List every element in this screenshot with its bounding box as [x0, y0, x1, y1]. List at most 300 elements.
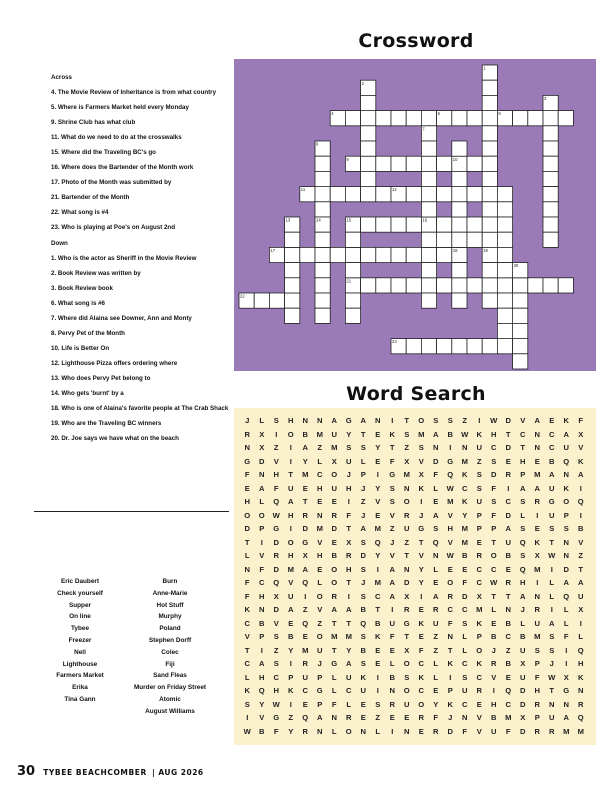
word-search-letter[interactable]: G	[418, 524, 425, 533]
crossword-cell[interactable]	[345, 263, 360, 278]
word-search-letter[interactable]: T	[549, 537, 555, 547]
word-search-letter[interactable]: J	[491, 645, 496, 655]
word-search-letter[interactable]: K	[447, 659, 453, 668]
crossword-cell[interactable]	[467, 339, 482, 354]
crossword-cell[interactable]	[437, 217, 452, 232]
word-search-letter[interactable]: N	[259, 605, 265, 614]
word-search-letter[interactable]: E	[375, 510, 381, 520]
word-search-letter[interactable]: A	[578, 470, 584, 479]
word-search-letter[interactable]: K	[462, 470, 468, 479]
word-search-letter[interactable]: E	[404, 713, 410, 722]
crossword-cell[interactable]	[467, 232, 482, 247]
word-search-letter[interactable]: S	[389, 483, 395, 493]
word-search-letter[interactable]: H	[346, 564, 352, 574]
word-search-letter[interactable]: I	[550, 564, 553, 574]
word-search-letter[interactable]: C	[505, 699, 511, 709]
crossword-cell[interactable]	[421, 202, 436, 217]
word-search-letter[interactable]: N	[259, 470, 265, 479]
word-search-letter[interactable]: N	[433, 443, 439, 452]
word-search-letter[interactable]: S	[404, 429, 410, 439]
crossword-cell[interactable]	[513, 111, 528, 126]
word-search-letter[interactable]: H	[346, 483, 352, 493]
crossword-cell[interactable]	[361, 111, 376, 126]
word-search-letter[interactable]: K	[563, 483, 569, 493]
word-search-letter[interactable]: N	[534, 443, 540, 452]
word-search-letter[interactable]: D	[302, 524, 308, 533]
word-search-letter[interactable]: V	[288, 578, 294, 587]
word-search-letter[interactable]: S	[433, 524, 439, 533]
word-search-letter[interactable]: O	[418, 699, 425, 709]
word-search-letter[interactable]: X	[302, 551, 308, 560]
crossword-cell[interactable]	[482, 278, 497, 293]
word-search-letter[interactable]: X	[520, 713, 526, 722]
word-search-letter[interactable]: G	[403, 618, 410, 628]
crossword-cell[interactable]	[513, 354, 528, 369]
word-search-letter[interactable]: T	[244, 645, 250, 655]
word-search-letter[interactable]: V	[578, 537, 584, 547]
word-search-letter[interactable]: E	[331, 537, 337, 547]
word-search-letter[interactable]: E	[491, 618, 497, 628]
word-search-letter[interactable]: W	[548, 672, 556, 682]
word-search-letter[interactable]: A	[360, 416, 366, 425]
word-search-letter[interactable]: E	[375, 645, 381, 655]
word-search-letter[interactable]: L	[331, 726, 337, 736]
word-search-letter[interactable]: N	[563, 470, 569, 479]
word-search-letter[interactable]: R	[534, 726, 540, 736]
word-search-letter[interactable]: L	[331, 686, 337, 695]
word-search-letter[interactable]: X	[404, 456, 410, 466]
crossword-cell[interactable]	[285, 247, 300, 262]
word-search-letter[interactable]: W	[243, 726, 251, 736]
crossword-cell[interactable]	[406, 278, 421, 293]
crossword-cell[interactable]	[452, 293, 467, 308]
word-search-letter[interactable]: C	[244, 659, 250, 668]
word-search-letter[interactable]: N	[462, 443, 468, 452]
word-search-letter[interactable]: D	[244, 524, 250, 533]
crossword-cell[interactable]	[482, 217, 497, 232]
word-search-letter[interactable]: C	[491, 564, 497, 574]
word-search-letter[interactable]: S	[520, 551, 526, 560]
word-search-letter[interactable]: F	[273, 483, 279, 493]
word-search-letter[interactable]: O	[563, 497, 570, 506]
word-search-letter[interactable]: K	[418, 618, 424, 628]
word-search-letter[interactable]: Q	[302, 713, 309, 722]
word-search-letter[interactable]: N	[389, 686, 395, 695]
word-search-letter[interactable]: B	[505, 551, 511, 560]
word-search-letter[interactable]: R	[346, 551, 352, 560]
word-search-letter[interactable]: P	[476, 510, 482, 520]
word-search-letter[interactable]: T	[331, 645, 337, 655]
crossword-cell[interactable]	[345, 308, 360, 323]
word-search-letter[interactable]: A	[433, 591, 439, 601]
word-search-letter[interactable]: C	[302, 686, 308, 695]
word-search-letter[interactable]: W	[272, 510, 280, 520]
word-search-letter[interactable]: M	[331, 632, 338, 641]
word-search-letter[interactable]: I	[449, 672, 452, 682]
word-search-letter[interactable]: G	[244, 456, 251, 466]
word-search-letter[interactable]: V	[418, 551, 424, 560]
word-search-letter[interactable]: E	[433, 686, 439, 695]
crossword-cell[interactable]	[482, 263, 497, 278]
crossword-cell[interactable]	[345, 293, 360, 308]
word-search-letter[interactable]: K	[244, 605, 250, 614]
word-search-letter[interactable]: E	[534, 456, 540, 466]
word-search-letter[interactable]: M	[287, 564, 294, 574]
word-search-letter[interactable]: Q	[432, 537, 439, 547]
word-search-letter[interactable]: Y	[418, 564, 424, 574]
crossword-cell[interactable]	[452, 217, 467, 232]
word-search-letter[interactable]: U	[433, 618, 439, 628]
word-search-letter[interactable]: K	[578, 672, 584, 682]
word-search-letter[interactable]: J	[361, 578, 366, 587]
word-search-letter[interactable]: U	[491, 726, 497, 736]
word-search-letter[interactable]: S	[360, 564, 366, 574]
word-search-letter[interactable]: V	[317, 537, 323, 547]
word-search-letter[interactable]: B	[360, 645, 366, 655]
word-search-letter[interactable]: E	[244, 483, 250, 493]
word-search-letter[interactable]: S	[476, 483, 482, 493]
word-search-letter[interactable]: C	[476, 672, 482, 682]
word-search-letter[interactable]: K	[476, 429, 482, 439]
word-search-letter[interactable]: C	[462, 699, 468, 709]
crossword-cell[interactable]	[482, 111, 497, 126]
word-search-letter[interactable]: A	[346, 605, 352, 614]
crossword-cell[interactable]	[421, 232, 436, 247]
word-search-letter[interactable]: D	[563, 564, 569, 574]
word-search-letter[interactable]: T	[360, 429, 366, 439]
crossword-cell[interactable]	[543, 171, 558, 186]
word-search-letter[interactable]: X	[418, 470, 424, 479]
word-search-letter[interactable]: M	[563, 726, 570, 736]
word-search-letter[interactable]: J	[317, 659, 322, 668]
word-search-letter[interactable]: X	[578, 429, 584, 439]
word-search-letter[interactable]: C	[346, 686, 352, 695]
word-search-letter[interactable]: Q	[563, 456, 570, 466]
word-search-letter[interactable]: V	[578, 443, 584, 452]
word-search-letter[interactable]: Z	[462, 416, 468, 425]
word-search-letter[interactable]: A	[433, 510, 439, 520]
word-search-letter[interactable]: H	[578, 659, 584, 668]
crossword-cell[interactable]	[452, 141, 467, 156]
word-search-letter[interactable]: X	[259, 443, 265, 452]
word-search-letter[interactable]: K	[476, 618, 482, 628]
crossword-cell[interactable]	[452, 278, 467, 293]
word-search-letter[interactable]: N	[317, 510, 323, 520]
crossword-cell[interactable]	[497, 247, 512, 262]
word-search-letter[interactable]: N	[534, 429, 540, 439]
crossword-cell[interactable]	[315, 202, 330, 217]
crossword-cell[interactable]	[497, 202, 512, 217]
word-search-letter[interactable]: E	[433, 578, 439, 587]
word-search-letter[interactable]: E	[505, 456, 511, 466]
word-search-letter[interactable]: R	[418, 713, 424, 722]
word-search-letter[interactable]: Z	[375, 713, 381, 722]
word-search-letter[interactable]: R	[273, 551, 279, 560]
word-search-letter[interactable]: D	[273, 564, 279, 574]
word-search-letter[interactable]: N	[404, 726, 410, 736]
crossword-cell[interactable]	[467, 217, 482, 232]
word-search-letter[interactable]: I	[420, 591, 423, 601]
word-search-letter[interactable]: Z	[404, 443, 410, 452]
word-search-letter[interactable]: F	[578, 416, 584, 425]
crossword-cell[interactable]	[513, 339, 528, 354]
word-search-letter[interactable]: U	[520, 645, 526, 655]
word-search-letter[interactable]: Z	[433, 645, 439, 655]
word-search-letter[interactable]: C	[317, 470, 323, 479]
word-search-letter[interactable]: O	[287, 537, 294, 547]
word-search-letter[interactable]: I	[550, 605, 553, 614]
word-search-letter[interactable]: F	[563, 632, 569, 641]
word-search-letter[interactable]: B	[259, 726, 265, 736]
word-search-letter[interactable]: U	[331, 429, 337, 439]
word-search-letter[interactable]: T	[288, 470, 294, 479]
word-search-letter[interactable]: Y	[346, 645, 352, 655]
word-search-letter[interactable]: O	[331, 578, 338, 587]
word-search-letter[interactable]: Y	[375, 483, 381, 493]
word-search-letter[interactable]: C	[462, 605, 468, 614]
word-search-letter[interactable]: T	[302, 497, 308, 506]
word-search-letter[interactable]: F	[505, 726, 511, 736]
word-search-letter[interactable]: L	[491, 605, 497, 614]
word-search-letter[interactable]: S	[244, 699, 250, 709]
crossword-cell[interactable]	[513, 278, 528, 293]
crossword-cell[interactable]	[421, 247, 436, 262]
word-search-letter[interactable]: I	[260, 645, 263, 655]
word-search-letter[interactable]: E	[433, 497, 439, 506]
word-search-letter[interactable]: B	[520, 632, 526, 641]
word-search-letter[interactable]: F	[462, 726, 468, 736]
word-search-letter[interactable]: P	[491, 524, 497, 533]
word-search-letter[interactable]: C	[476, 564, 482, 574]
crossword-cell[interactable]	[345, 232, 360, 247]
word-search-letter[interactable]: Z	[317, 618, 323, 628]
word-search-letter[interactable]: N	[302, 416, 308, 425]
word-search-letter[interactable]: I	[579, 510, 582, 520]
word-search-letter[interactable]: E	[375, 456, 381, 466]
word-search-letter[interactable]: A	[578, 578, 584, 587]
word-search-letter[interactable]: T	[447, 645, 453, 655]
word-search-letter[interactable]: T	[491, 537, 497, 547]
word-search-letter[interactable]: V	[389, 551, 395, 560]
word-search-letter[interactable]: A	[549, 618, 555, 628]
word-search-letter[interactable]: I	[391, 605, 394, 614]
word-search-letter[interactable]: E	[418, 726, 424, 736]
word-search-letter[interactable]: N	[244, 443, 250, 452]
word-search-letter[interactable]: B	[491, 713, 497, 722]
word-search-letter[interactable]: A	[259, 659, 265, 668]
word-search-letter[interactable]: A	[302, 564, 308, 574]
word-search-letter[interactable]: Q	[577, 645, 584, 655]
word-search-letter[interactable]: L	[389, 659, 395, 668]
crossword-cell[interactable]	[421, 187, 436, 202]
word-search-letter[interactable]: L	[375, 726, 381, 736]
word-search-letter[interactable]: E	[534, 524, 540, 533]
word-search-letter[interactable]: B	[331, 551, 337, 560]
word-search-letter[interactable]: P	[476, 524, 482, 533]
word-search-letter[interactable]: W	[490, 578, 498, 587]
crossword-cell[interactable]	[376, 111, 391, 126]
crossword-cell[interactable]	[467, 111, 482, 126]
word-search-letter[interactable]: M	[418, 429, 425, 439]
crossword-cell[interactable]	[406, 111, 421, 126]
word-search-letter[interactable]: L	[462, 632, 468, 641]
word-search-letter[interactable]: S	[563, 524, 569, 533]
word-search-letter[interactable]: W	[548, 551, 556, 560]
word-search-letter[interactable]: H	[244, 497, 250, 506]
word-search-letter[interactable]: I	[289, 699, 292, 709]
word-search-letter[interactable]: H	[288, 551, 294, 560]
crossword-cell[interactable]	[391, 278, 406, 293]
crossword-cell[interactable]	[361, 187, 376, 202]
word-search-letter[interactable]: T	[331, 618, 337, 628]
word-search-letter[interactable]: J	[245, 416, 250, 425]
word-search-letter[interactable]: N	[447, 632, 453, 641]
word-search-letter[interactable]: I	[391, 726, 394, 736]
word-search-letter[interactable]: T	[520, 443, 526, 452]
word-search-letter[interactable]: V	[447, 510, 453, 520]
word-search-letter[interactable]: L	[244, 551, 250, 560]
word-search-letter[interactable]: R	[491, 659, 497, 668]
word-search-letter[interactable]: E	[462, 564, 468, 574]
word-search-letter[interactable]: A	[549, 470, 555, 479]
crossword-cell[interactable]	[406, 187, 421, 202]
word-search-letter[interactable]: C	[462, 659, 468, 668]
word-search-letter[interactable]: A	[288, 497, 294, 506]
word-search-letter[interactable]: U	[346, 672, 352, 682]
word-search-letter[interactable]: F	[273, 726, 279, 736]
word-search-letter[interactable]: E	[317, 564, 323, 574]
word-search-letter[interactable]: I	[376, 470, 379, 479]
word-search-letter[interactable]: Z	[273, 443, 279, 452]
crossword-cell[interactable]	[345, 187, 360, 202]
crossword-cell[interactable]	[558, 111, 573, 126]
word-search-letter[interactable]: O	[287, 429, 294, 439]
word-search-letter[interactable]: I	[289, 524, 292, 533]
word-search-letter[interactable]: D	[447, 726, 453, 736]
word-search-letter[interactable]: B	[505, 618, 511, 628]
word-search-letter[interactable]: V	[491, 672, 497, 682]
word-search-letter[interactable]: Q	[273, 578, 280, 587]
crossword-cell[interactable]	[482, 339, 497, 354]
crossword-cell[interactable]	[497, 217, 512, 232]
crossword-cell[interactable]	[467, 278, 482, 293]
word-search-letter[interactable]: O	[418, 416, 425, 425]
word-search-letter[interactable]: N	[578, 686, 584, 695]
crossword-cell[interactable]	[315, 293, 330, 308]
word-search-letter[interactable]: V	[447, 537, 453, 547]
word-search-letter[interactable]: O	[345, 726, 352, 736]
word-search-letter[interactable]: X	[476, 591, 482, 601]
word-search-letter[interactable]: E	[549, 416, 555, 425]
crossword-cell[interactable]	[528, 278, 543, 293]
word-search-letter[interactable]: U	[520, 672, 526, 682]
word-search-letter[interactable]: L	[433, 483, 439, 493]
crossword-cell[interactable]	[285, 293, 300, 308]
word-search-letter[interactable]: Z	[288, 713, 294, 722]
word-search-letter[interactable]: C	[259, 578, 265, 587]
word-search-letter[interactable]: S	[462, 618, 468, 628]
word-search-letter[interactable]: V	[273, 456, 279, 466]
word-search-letter[interactable]: I	[391, 416, 394, 425]
crossword-cell[interactable]	[421, 278, 436, 293]
crossword-cell[interactable]	[437, 232, 452, 247]
word-search-letter[interactable]: W	[272, 699, 280, 709]
word-search-letter[interactable]: D	[433, 456, 439, 466]
word-search-letter[interactable]: I	[536, 510, 539, 520]
crossword-cell[interactable]	[391, 217, 406, 232]
word-search-letter[interactable]: R	[404, 510, 410, 520]
word-search-letter[interactable]: T	[375, 605, 381, 614]
word-search-letter[interactable]: N	[404, 483, 410, 493]
word-search-letter[interactable]: Z	[389, 524, 395, 533]
crossword-cell[interactable]	[376, 217, 391, 232]
word-search-letter[interactable]: B	[462, 551, 468, 560]
word-search-letter[interactable]: O	[403, 659, 410, 668]
word-search-letter[interactable]: H	[491, 699, 497, 709]
word-search-letter[interactable]: A	[389, 578, 395, 587]
crossword-cell[interactable]	[361, 141, 376, 156]
crossword-cell[interactable]	[437, 339, 452, 354]
word-search-letter[interactable]: Z	[302, 605, 308, 614]
word-search-letter[interactable]: J	[520, 605, 525, 614]
word-search-letter[interactable]: S	[360, 632, 366, 641]
word-search-letter[interactable]: M	[534, 470, 541, 479]
word-search-letter[interactable]: V	[476, 726, 482, 736]
crossword-cell[interactable]	[437, 247, 452, 262]
word-search-letter[interactable]: S	[491, 497, 497, 506]
word-search-letter[interactable]: S	[273, 416, 279, 425]
word-search-letter[interactable]: V	[273, 618, 279, 628]
crossword-cell[interactable]	[421, 339, 436, 354]
word-search-letter[interactable]: H	[491, 429, 497, 439]
word-search-letter[interactable]: R	[404, 605, 410, 614]
word-search-letter[interactable]: L	[331, 672, 337, 682]
word-search-letter[interactable]: T	[389, 443, 395, 452]
crossword-cell[interactable]	[497, 293, 512, 308]
word-search-letter[interactable]: M	[461, 537, 468, 547]
word-search-letter[interactable]: R	[302, 510, 308, 520]
word-search-letter[interactable]: P	[520, 470, 526, 479]
word-search-letter[interactable]: M	[345, 632, 352, 641]
word-search-letter[interactable]: R	[476, 551, 482, 560]
crossword-cell[interactable]	[482, 80, 497, 95]
word-search-letter[interactable]: U	[360, 686, 366, 695]
word-search-letter[interactable]: M	[534, 564, 541, 574]
word-search-letter[interactable]: K	[375, 632, 381, 641]
word-search-letter[interactable]: R	[447, 591, 453, 601]
word-search-letter[interactable]: L	[433, 672, 439, 682]
word-search-letter[interactable]: I	[565, 659, 568, 668]
word-search-letter[interactable]: U	[476, 443, 482, 452]
word-search-letter[interactable]: R	[302, 726, 308, 736]
crossword-cell[interactable]	[497, 323, 512, 338]
word-search-letter[interactable]: A	[520, 591, 526, 601]
word-search-letter[interactable]: E	[375, 429, 381, 439]
word-search-letter[interactable]: T	[244, 537, 250, 547]
word-search-letter[interactable]: Y	[433, 699, 439, 709]
word-search-letter[interactable]: S	[447, 416, 453, 425]
word-search-letter[interactable]: S	[375, 699, 381, 709]
word-search-letter[interactable]: E	[505, 672, 511, 682]
word-search-letter[interactable]: V	[317, 605, 323, 614]
word-search-letter[interactable]: H	[288, 510, 294, 520]
word-search-letter[interactable]: O	[316, 632, 323, 641]
word-search-letter[interactable]: R	[534, 699, 540, 709]
word-search-letter[interactable]: O	[476, 645, 483, 655]
word-search-letter[interactable]: T	[346, 578, 352, 587]
crossword-cell[interactable]	[452, 263, 467, 278]
word-search-letter[interactable]: C	[462, 483, 468, 493]
